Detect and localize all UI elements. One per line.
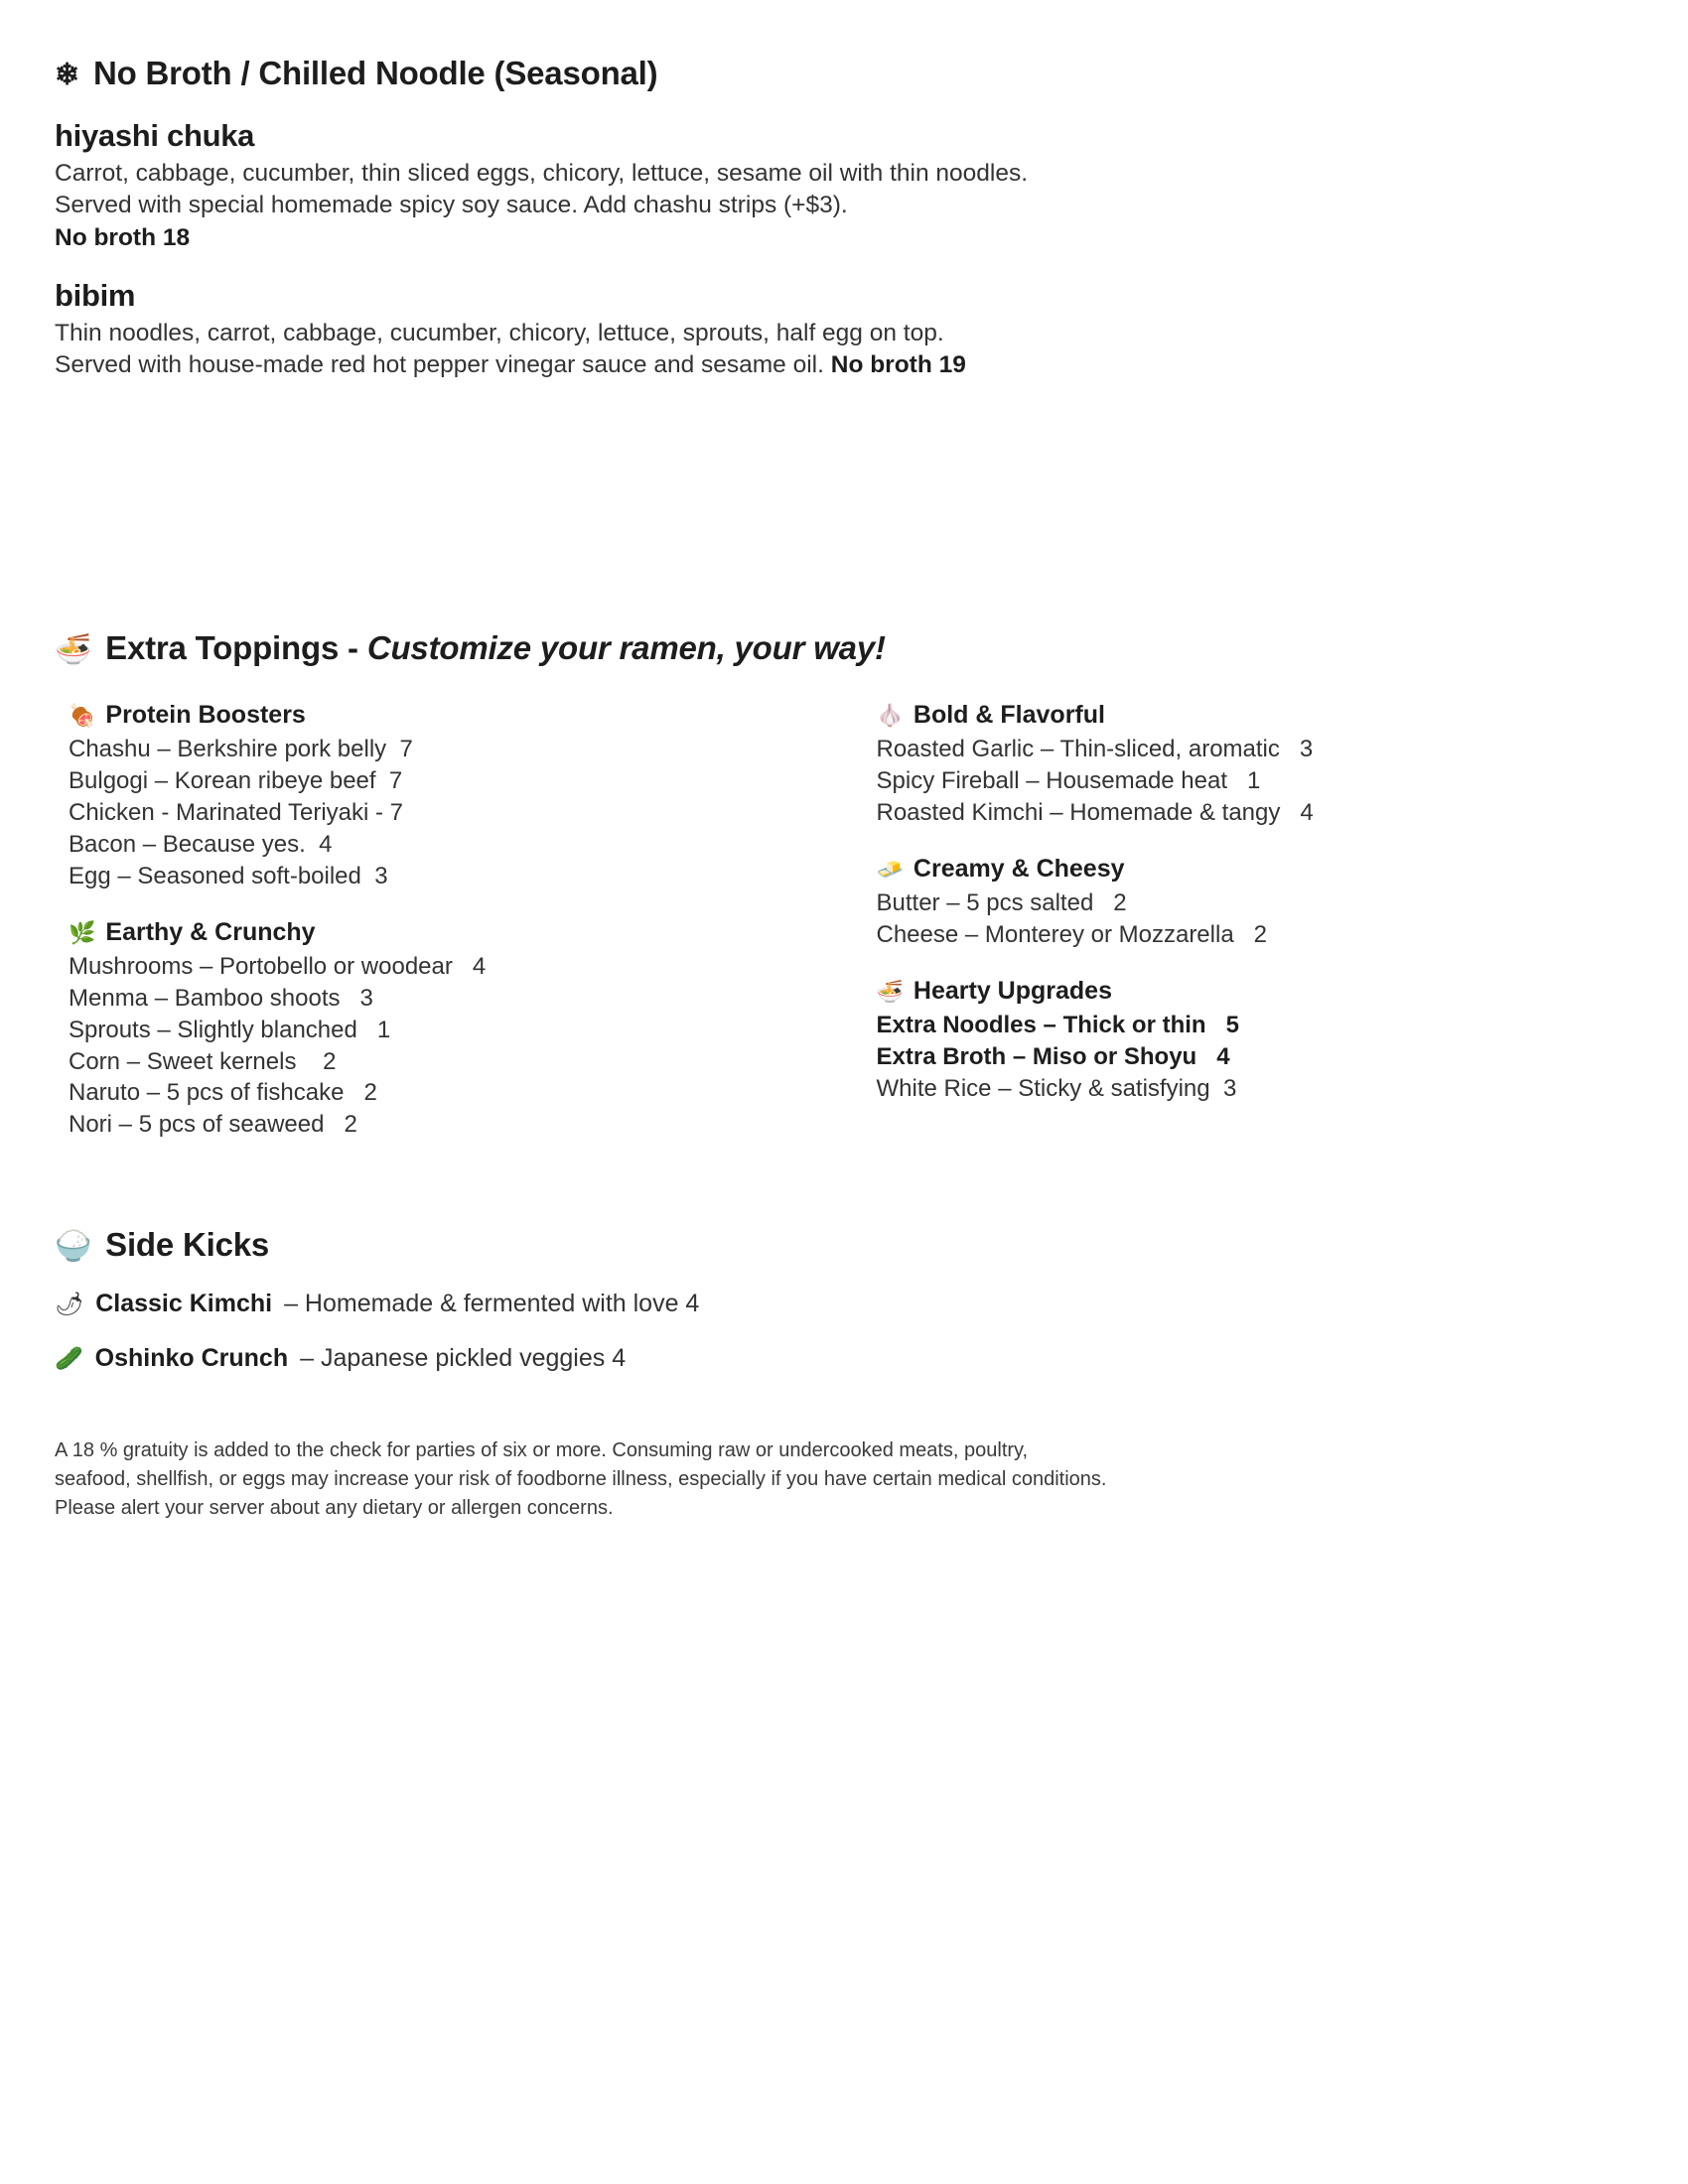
topping-group-protein-boosters <box>69 701 837 892</box>
topping-group-hearty-upgrades <box>877 977 1619 1105</box>
garlic-icon: 🧄 <box>876 703 904 729</box>
list-item: Corn – Sweet kernels 2 <box>69 1047 337 1075</box>
dish-description <box>55 158 1618 222</box>
dish-description-line2: Served with special homemade spicy soy sauce. Add chashu strips (+$3). <box>55 192 848 219</box>
dish-bibim <box>55 278 1618 382</box>
list-item: Extra Broth – Miso or Shoyu 4 <box>876 1042 1230 1070</box>
list-item: Bacon – Because yes. 4 <box>69 831 333 859</box>
side-kick-name: Oshinko Crunch <box>94 1344 289 1373</box>
legal-footnote <box>55 1436 1604 1523</box>
dish-price: No broth 18 <box>55 223 191 251</box>
section-title-text: No Broth / Chilled Noodle (Seasonal) <box>92 55 658 91</box>
side-kick-description: – Homemade & fermented with love 4 <box>284 1290 700 1318</box>
rice-bowl-icon: 🍚 <box>55 1230 92 1264</box>
ramen-bowl-icon: 🍜 <box>876 978 904 1004</box>
section-heading-chilled-noodle <box>55 55 1618 92</box>
list-item: Bulgogi – Korean ribeye beef 7 <box>69 767 403 795</box>
cucumber-icon: 🥒 <box>55 1345 83 1372</box>
list-item: White Rice – Sticky & satisfying 3 <box>876 1074 1237 1102</box>
list-item: Mushrooms – Portobello or woodear 4 <box>69 952 487 980</box>
footnote-line3: Please alert your server about any dietary or allergen concerns. <box>55 1497 614 1520</box>
group-title-text: Creamy & Cheesy <box>913 855 1125 884</box>
topping-group-bold-flavorful <box>877 701 1619 829</box>
group-title <box>69 918 837 947</box>
side-kick-name: Classic Kimchi <box>95 1290 273 1318</box>
snowflake-icon: ❄ <box>55 59 79 91</box>
list-item: Roasted Garlic – Thin-sliced, aromatic 3 <box>876 736 1314 763</box>
group-title-text: Bold & Flavorful <box>913 701 1105 730</box>
list-item: Spicy Fireball – Housemade heat 1 <box>876 767 1261 795</box>
meat-icon: 🍖 <box>69 703 96 729</box>
topping-group-creamy-cheesy <box>877 855 1619 951</box>
dish-description-line1: Thin noodles, carrot, cabbage, cucumber, chicory, lettuce, sprouts, half egg on top. <box>55 319 944 346</box>
list-item <box>55 1290 1618 1318</box>
list-item: Chashu – Berkshire pork belly 7 <box>69 736 413 763</box>
section-title-text <box>105 629 886 667</box>
herb-icon: 🌿 <box>69 919 96 945</box>
section-heading-side-kicks <box>55 1226 1618 1264</box>
group-title-text: Hearty Upgrades <box>913 976 1112 1005</box>
footnote-line1: A 18 % gratuity is added to the check for parties of six or more. Consuming raw or undercooked meats, poultry, <box>55 1439 1029 1462</box>
side-kicks-list <box>55 1290 1618 1373</box>
list-item: Nori – 5 pcs of seaweed 2 <box>69 1111 357 1139</box>
section-title-italic: Customize your ramen, your way! <box>366 629 886 667</box>
list-item: Cheese – Monterey or Mozzarella 2 <box>876 920 1268 948</box>
list-item: Sprouts – Slightly blanched 1 <box>69 1016 391 1043</box>
section-heading-extra-toppings <box>55 629 1618 667</box>
dish-name: bibim <box>55 277 136 313</box>
dish-price: No broth 19 <box>830 350 966 378</box>
section-title-text: Side Kicks <box>105 1226 270 1264</box>
dish-name: hiyashi chuka <box>55 118 255 153</box>
toppings-columns <box>55 701 1618 1166</box>
list-item: Butter – 5 pcs salted 2 <box>876 889 1127 917</box>
list-item: Naruto – 5 pcs of fishcake 2 <box>69 1079 377 1107</box>
group-title-text: Earthy & Crunchy <box>105 917 316 946</box>
list-item: Egg – Seasoned soft-boiled 3 <box>69 862 388 889</box>
dish-description <box>55 318 1618 382</box>
group-title <box>69 701 837 730</box>
butter-icon: 🧈 <box>876 857 904 883</box>
group-title <box>877 977 1619 1006</box>
dish-hiyashi-chuka <box>55 118 1618 252</box>
list-item: Extra Noodles – Thick or thin 5 <box>876 1011 1239 1038</box>
side-kick-description: – Japanese pickled veggies 4 <box>300 1344 627 1373</box>
ramen-bowl-icon: 🍜 <box>55 633 92 667</box>
dish-description-line2: Served with house-made red hot pepper vinegar sauce and sesame oil. <box>55 350 824 378</box>
list-item: Chicken - Marinated Teriyaki - 7 <box>69 799 404 827</box>
topping-group-earthy-crunchy <box>69 918 837 1141</box>
chili-pepper-icon: 🌶 <box>55 1291 84 1317</box>
dish-description-line1: Carrot, cabbage, cucumber, thin sliced eggs, chicory, lettuce, sesame oil with thin noodles. <box>55 160 1029 187</box>
group-title <box>877 855 1619 884</box>
footnote-line2: seafood, shellfish, or eggs may increase your risk of foodborne illness, especially if you have certain medical conditions. <box>55 1468 1107 1491</box>
spacer <box>55 1166 1618 1226</box>
list-item: Menma – Bamboo shoots 3 <box>69 984 373 1012</box>
list-item <box>55 1344 1618 1373</box>
spacer <box>55 381 1618 629</box>
toppings-column-left <box>55 701 837 1166</box>
group-title <box>877 701 1619 730</box>
toppings-column-right <box>837 701 1619 1166</box>
group-title-text: Protein Boosters <box>105 701 306 730</box>
list-item: Roasted Kimchi – Homemade & tangy 4 <box>876 799 1314 827</box>
section-title-plain: Extra Toppings - <box>105 629 367 667</box>
